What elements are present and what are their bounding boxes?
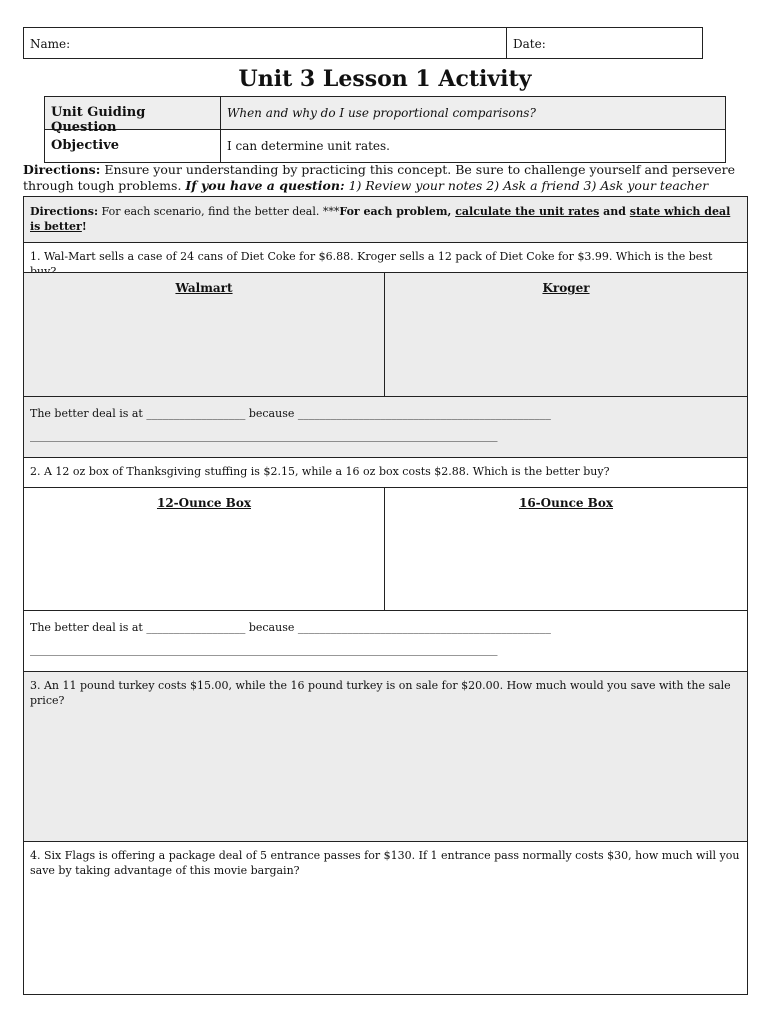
page-title: Unit 3 Lesson 1 Activity [238, 66, 532, 92]
activity-directions-end: ! [81, 220, 87, 233]
problem-2-question: 2. A 12 oz box of Thanksgiving stuffing is $2.15, while a 16 oz box costs $2.88. Which is the better buy? [24, 457, 747, 487]
activity-box [23, 196, 748, 995]
directions-text: Ensure your understanding by practicing this concept. Be sure to challenge yourself and persevere through tough problems. [23, 162, 735, 193]
name-label: Name: [30, 37, 71, 51]
problem-1-left-heading: Walmart [24, 273, 385, 396]
activity-directions-bold1: For each problem, [339, 205, 456, 218]
problem-4-area[interactable] [24, 841, 747, 994]
question-label: If you have a question: [185, 178, 345, 193]
problem-3-question: 3. An 11 pound turkey costs $15.00, while the 16 pound turkey is on sale for $20.00. How much would you save with the sale price? [30, 679, 731, 707]
activity-directions-bold2: and [599, 205, 630, 218]
activity-directions-text: For each scenario, find the better deal. *** [98, 205, 340, 218]
activity-directions [24, 197, 747, 242]
guiding-question-row [45, 97, 725, 135]
problem-1-fill-line-2: _____________________________________________________________________________________ [30, 429, 498, 442]
problem-1-answer[interactable] [24, 396, 747, 457]
name-date-box [23, 27, 703, 59]
date-label: Date: [513, 37, 546, 51]
objective-label: Objective [45, 130, 221, 162]
problem-2-fill-line-1: The better deal is at __________________ because ______________________________________________ [30, 621, 551, 634]
problem-1-work-area[interactable] [24, 272, 747, 396]
date-field[interactable] [507, 28, 552, 58]
problem-2-right-heading: 16-Ounce Box [518, 496, 613, 510]
directions-paragraph [23, 162, 743, 194]
problem-2-work-area[interactable] [24, 487, 747, 610]
guide-table [44, 96, 726, 163]
better-deal-emphasis: state which deal is better [30, 205, 731, 233]
question-steps: 1) Review your notes 2) Ask a friend 3) Ask your teacher [344, 178, 709, 193]
problem-1-fill-line-1: The better deal is at __________________ because ______________________________________________ [30, 407, 551, 420]
problem-4-question: 4. Six Flags is offering a package deal of 5 entrance passes for $130. If 1 entrance pass normally costs $30, how much will you save by taking advantage of this movie bargain? [30, 849, 740, 877]
name-field[interactable] [24, 28, 507, 58]
problem-1-question: 1. Wal-Mart sells a case of 24 cans of Diet Coke for $6.88. Kroger sells a 12 pack of Diet Coke for $3.99. Which is the best [24, 242, 747, 272]
activity-directions-label: Directions: [30, 205, 99, 218]
problem-3-area[interactable] [24, 671, 747, 841]
guiding-question-value: When and why do I use proportional comparisons? [227, 106, 536, 120]
objective-row [45, 129, 725, 162]
problem-1-right-heading: Kroger [542, 281, 590, 295]
problem-2-fill-line-2: _____________________________________________________________________________________ [30, 643, 498, 656]
guiding-question-label: Unit Guiding Question [45, 97, 221, 129]
problem-2-answer[interactable] [24, 610, 747, 671]
directions-label: Directions: [23, 162, 101, 177]
problem-2-left-heading: 12-Ounce Box [24, 488, 385, 610]
objective-value: I can determine unit rates. [227, 139, 390, 153]
unit-rates-emphasis: calculate the unit rates [455, 205, 600, 218]
